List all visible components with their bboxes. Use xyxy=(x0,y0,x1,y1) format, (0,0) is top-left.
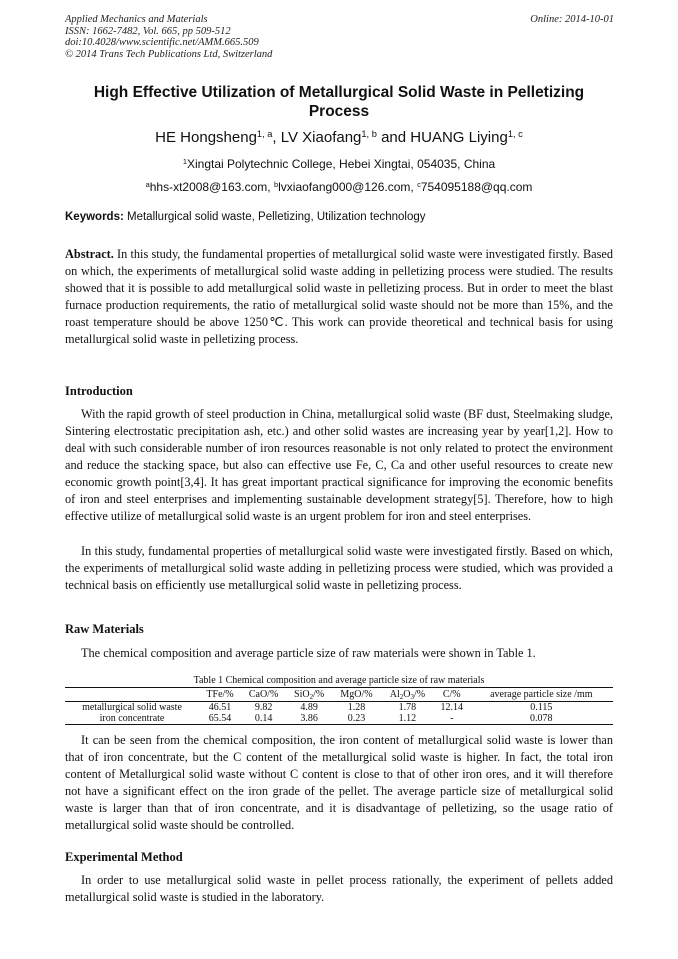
email-list xyxy=(65,180,613,194)
table-header-al2o3: $Al_2O_3/\%$ xyxy=(381,688,434,702)
email-sup: a xyxy=(145,179,150,189)
table-header-c: C/% xyxy=(434,688,470,702)
email-address: lvxiaofang000@126.com, xyxy=(278,180,414,194)
email-address: 754095188@qq.com xyxy=(420,180,533,194)
table-cell-name: iron concentrate xyxy=(65,713,199,725)
raw-materials-paragraph-2: It can be seen from the chemical composition, the iron content of metallurgical solid waste is lower than that of iron concentrate, but the C content of the metallurgical solid waste is higher. In fact, the total iron content of Metallurgical solid waste without C content is close to that of other iron ores, and it will therefore not have a significant effect on the iron grade of the pellet. The average particle size of metallurgical solid waste is larger than that of iron concentrate, and it is disadvantage of pelletizing, so the usage ratio of metallurgical solid waste should be controlled. xyxy=(65,733,613,832)
table-cell: 0.14 xyxy=(241,713,286,725)
abstract-text: In this study, the fundamental properties of metallurgical solid waste were investigated firstly. Based on which, the experiments of metallurgical solid waste adding in pelletizing process were studied. The results showed that it is possible to add metallurgical solid waste in pelletizing process. But in order to meet the blast furnace production requirements, the ratio of metallurgical solid waste should not be more than 15%, and the roast temperature should be above 1250℃. This work can provide theoretical and technical basis for using metallurgical solid waste in pelletizing process. xyxy=(65,247,613,346)
table-cell: 4.89 xyxy=(300,702,318,713)
paper-title xyxy=(65,83,613,121)
keywords-text: Metallurgical solid waste, Pelletizing, Utilization technology xyxy=(127,211,426,223)
table-row xyxy=(65,702,613,714)
table-cell-name: metallurgical solid waste xyxy=(82,702,182,713)
author-sup: 1, a xyxy=(256,128,273,139)
table-cell: 1.28 xyxy=(347,702,366,713)
raw-materials-heading: Raw Materials xyxy=(65,622,144,636)
issn-line: ISSN: 1662-7482, Vol. 665, pp 509-512 xyxy=(65,25,231,37)
table-cell: 0.23 xyxy=(332,713,381,725)
table-cell: - xyxy=(434,713,470,725)
abstract-label: Abstract. xyxy=(65,247,114,261)
table-header-row xyxy=(65,688,613,702)
author-list: HE Hongsheng$^{1, a}$, LV Xiaofang$^{1, b}$ and HUANG Liying$^{1, c}$ xyxy=(155,128,523,146)
keywords xyxy=(65,211,613,223)
online-date: Online: 2014-10-01 xyxy=(530,14,614,25)
abstract xyxy=(65,246,613,348)
experimental-method-paragraph-1: In order to use metallurgical solid waste in pellet process rationally, the experiment of pellets added metallurgical solid waste is studied in the laboratory. xyxy=(65,873,613,904)
title-line-1: High Effective Utilization of Metallurgical Solid Waste in Pelletizing xyxy=(93,84,585,101)
table-cell: 9.82 xyxy=(254,702,273,713)
title-line-2: Process xyxy=(308,103,370,120)
keywords-label: Keywords: xyxy=(65,211,124,223)
table-row xyxy=(65,713,613,725)
table-cell: 3.86 xyxy=(286,713,332,725)
journal-header xyxy=(65,14,272,60)
table-cell: 0.115 xyxy=(530,702,553,713)
copyright-line: © 2014 Trans Tech Publications Ltd, Switzerland xyxy=(65,48,273,60)
email-sup: b xyxy=(273,179,279,189)
table-caption: Table 1 Chemical composition and average particle size of raw materials xyxy=(193,675,485,686)
table-cell: 0.078 xyxy=(470,713,613,725)
table-cell: 65.54 xyxy=(199,713,241,725)
table-header-cao: CaO/% xyxy=(241,688,286,702)
author-name: HE Hongsheng xyxy=(155,129,257,146)
introduction-paragraph-1: With the rapid growth of steel production in China, metallurgical solid waste (BF dust, Steelmaking sludge, Sintering electrostatic precipitation ash, etc.) and other solid wastes are increasing year by year[1,2]. How to deal with such considerable number of iron resources reasonable is not only related to protect the environment and reduce the stacking space, but also can effective use Fe, C, Ca and other useful resources to create new economic growth point[3,4]. It has great important practical significance for improving the economic benefits of iron and steel enterprises and implementing sustainable development strategy[5]. Therefore, how to high effective utilize of metallurgical solid waste is an urgent problem for iron and steel enterprises. xyxy=(65,407,613,523)
table-cell: 46.51 xyxy=(208,702,232,713)
table-cell: 1.12 xyxy=(381,713,434,725)
author-name: HUANG Liying xyxy=(410,129,508,146)
table-header-mgo: MgO/% xyxy=(332,688,381,702)
affiliation-text: Xingtai Polytechnic College, Hebei Xingtai, 054035, China xyxy=(186,157,496,171)
author-sup: 1, b xyxy=(361,128,377,139)
table-header-size: average particle size /mm xyxy=(470,688,613,702)
introduction-heading: Introduction xyxy=(65,384,133,398)
affiliation xyxy=(65,157,613,171)
author-conjunction: and xyxy=(381,129,407,146)
introduction-paragraph-2: In this study, fundamental properties of metallurgical solid waste were investigated firstly. Based on which, the experiments of metallurgical solid waste adding in pelletizing process were studied, which was provided a technical basis on efficiently use metallurgical solid waste in pelletizing process. xyxy=(65,544,613,592)
affiliation-sup: 1 xyxy=(182,156,187,166)
doi-line: doi:10.4028/www.scientific.net/AMM.665.509 xyxy=(65,37,259,48)
email-address: hhs-xt2008@163.com, xyxy=(149,180,271,194)
table-header-blank xyxy=(65,688,199,702)
composition-table xyxy=(65,687,613,725)
author-sup: 1, c xyxy=(507,128,523,139)
experimental-method-heading: Experimental Method xyxy=(65,850,183,864)
table-header-sio2: SiO$_2$/% xyxy=(286,688,332,702)
table-cell: 1.78 xyxy=(398,702,417,713)
email-sup: c xyxy=(417,179,421,189)
raw-materials-paragraph-1: The chemical composition and average particle size of raw materials were shown in Table 1. xyxy=(81,646,536,660)
journal-name: Applied Mechanics and Materials xyxy=(65,14,208,25)
table-cell: 12.14 xyxy=(440,702,463,713)
author-name: LV Xiaofang xyxy=(280,129,362,146)
table-header-tfe: TFe/% xyxy=(199,688,241,702)
